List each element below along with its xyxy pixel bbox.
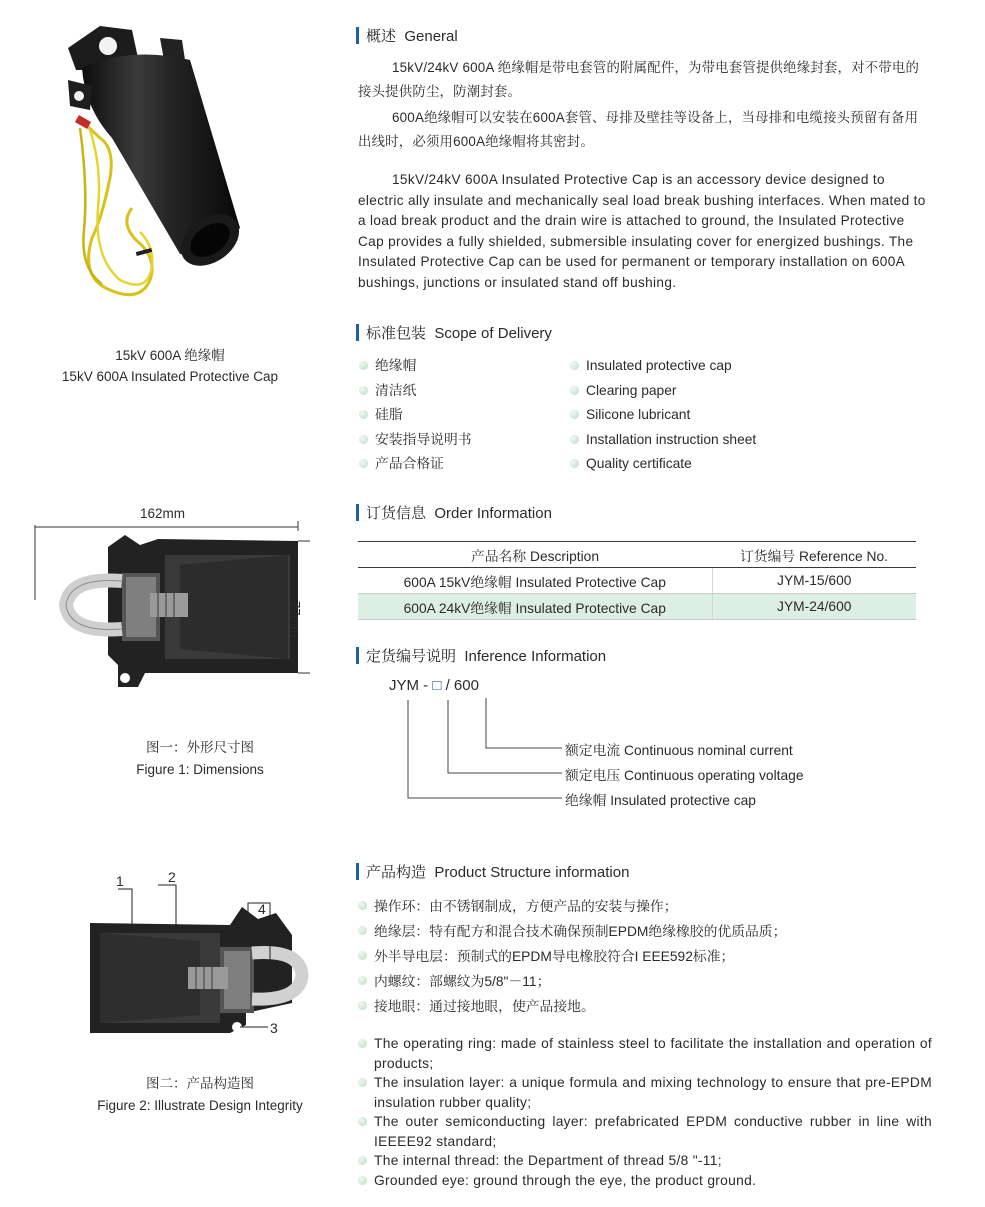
heading-accent-bar	[356, 504, 359, 521]
heading-accent-bar	[356, 27, 359, 44]
heading-accent-bar	[356, 324, 359, 341]
table-cell: JYM-15/600	[712, 568, 916, 594]
order-heading	[356, 502, 552, 523]
general-paragraph-cn-2: 600A绝缘帽可以安装在600A套管、母排及壁挂等设备上，当母排和电缆接头预留有备用出线时，必须用600A绝缘帽将其密封。	[358, 110, 919, 149]
order-heading-en: Order Information	[434, 505, 552, 522]
table-cell: JYM-24/600	[712, 594, 916, 620]
code-dash: -	[423, 677, 429, 694]
column-header-description: 产品名称 Description	[358, 542, 712, 568]
legend-cap: 绝缘帽 Insulated protective cap	[565, 793, 756, 808]
figure2-caption	[50, 1073, 350, 1117]
structure-heading	[356, 861, 629, 882]
list-item: 硅脂	[359, 403, 472, 428]
list-item: The outer semiconducting layer: prefabricated EPDM conductive rubber in line with IEEEE92 standard;	[358, 1112, 932, 1151]
scope-list-cn	[359, 354, 472, 477]
width-dimension-label: 162mm	[140, 506, 186, 521]
callout-4: 4	[258, 901, 266, 917]
scope-heading-cn: 标准包装	[366, 325, 427, 342]
list-item: 绝缘层：特有配方和混合技术确保预制EPDM绝缘橡胶的优质品质；	[358, 919, 786, 944]
order-heading-cn: 订货信息	[366, 505, 427, 522]
general-heading-en: General	[404, 28, 458, 45]
table-cell: 600A 15kV绝缘帽 Insulated Protective Cap	[358, 568, 712, 594]
code-prefix: JYM	[389, 677, 419, 694]
inference-heading-en: Inference Information	[464, 648, 607, 665]
figure2-caption-cn: 图二：产品构造图	[146, 1076, 254, 1091]
heading-accent-bar	[356, 647, 359, 664]
reference-code-leaders	[400, 692, 570, 804]
heading-accent-bar	[356, 863, 359, 880]
figure1-caption-en: Figure 1: Dimensions	[136, 762, 264, 777]
table-row	[358, 568, 916, 594]
general-heading-cn: 概述	[366, 28, 397, 45]
list-item: 内螺纹：部螺纹为5/8"－11；	[358, 969, 786, 994]
order-table	[358, 541, 916, 620]
list-item: 操作环：由不锈钢制成，方便产品的安装与操作；	[358, 894, 786, 919]
figure2-structure	[80, 865, 320, 1045]
list-item: The operating ring: made of stainless steel to facilitate the installation and operation of products;	[358, 1034, 932, 1073]
table-row	[358, 594, 916, 620]
list-item: 安装指导说明书	[359, 428, 472, 453]
list-item: 外半导电层：预制式的EPDM导电橡胶符合I EEE592标准；	[358, 944, 786, 969]
inference-heading	[356, 645, 606, 666]
height-dimension-label: 77mm	[288, 601, 303, 638]
code-box: □	[432, 677, 442, 694]
legend-current: 额定电流 Continuous nominal current	[565, 743, 793, 758]
column-header-reference: 订货编号 Reference No.	[712, 542, 916, 568]
scope-heading-en: Scope of Delivery	[434, 325, 552, 342]
general-paragraph-en: 15kV/24kV 600A Insulated Protective Cap is an accessory device designed to electric ally insulate and mechanically seal load break bushing interfaces. When mated to a load break product and the drain wire is attached to ground, the Insulated Protective Cap provides a fully shielded, submersible insulating cover for energized bushings. The Insulated Protective Cap can be used for permanent or temporary installation on 600A bushings, junctions or insulated stand off bushing.	[358, 172, 926, 290]
figure1-dimensions	[30, 505, 310, 705]
callout-2: 2	[168, 869, 176, 885]
list-item: 接地眼：通过接地眼，使产品接地。	[358, 994, 786, 1019]
scope-heading	[356, 322, 552, 343]
list-item: 清洁纸	[359, 379, 472, 404]
general-heading	[356, 25, 458, 46]
table-header-row	[358, 542, 916, 568]
list-item: 产品合格证	[359, 452, 472, 477]
figure1-caption-cn: 图一：外形尺寸图	[146, 740, 254, 755]
product-caption	[20, 345, 320, 388]
list-item: Silicone lubricant	[570, 403, 756, 428]
structure-heading-en: Product Structure information	[434, 864, 630, 881]
scope-list-en	[570, 354, 756, 477]
general-paragraph-cn-1: 15kV/24kV 600A 绝缘帽是带电套管的附属配件，为带电套管提供绝缘封套，对不带电的接头提供防尘，防潮封套。	[358, 60, 920, 99]
list-item: The internal thread: the Department of thread 5/8 "-11;	[358, 1151, 932, 1171]
structure-heading-cn: 产品构造	[366, 864, 427, 881]
callout-3: 3	[270, 1020, 278, 1036]
list-item: The insulation layer: a unique formula and mixing technology to ensure that pre-EPDM insulation rubber quality;	[358, 1073, 932, 1112]
figure1-caption	[50, 737, 350, 781]
list-item: Clearing paper	[570, 379, 756, 404]
code-suffix: / 600	[445, 677, 479, 694]
table-cell: 600A 24kV绝缘帽 Insulated Protective Cap	[358, 594, 712, 620]
callout-1: 1	[116, 873, 124, 889]
product-caption-en: 15kV 600A Insulated Protective Cap	[61, 369, 279, 384]
list-item: Insulated protective cap	[570, 354, 756, 379]
product-photo	[40, 18, 260, 328]
legend-voltage: 额定电压 Continuous operating voltage	[565, 768, 804, 783]
list-item: Installation instruction sheet	[570, 428, 756, 453]
list-item: Quality certificate	[570, 452, 756, 477]
list-item: Grounded eye: ground through the eye, the product ground.	[358, 1171, 932, 1191]
figure2-drawing	[80, 865, 320, 1045]
list-item: 绝缘帽	[359, 354, 472, 379]
structure-list-en	[358, 1034, 932, 1190]
figure1-drawing	[30, 505, 310, 705]
product-caption-cn: 15kV 600A 绝缘帽	[115, 348, 225, 363]
structure-list-cn	[358, 894, 786, 1019]
inference-heading-cn: 定货编号说明	[366, 648, 457, 665]
figure2-caption-en: Figure 2: Illustrate Design Integrity	[97, 1098, 303, 1113]
